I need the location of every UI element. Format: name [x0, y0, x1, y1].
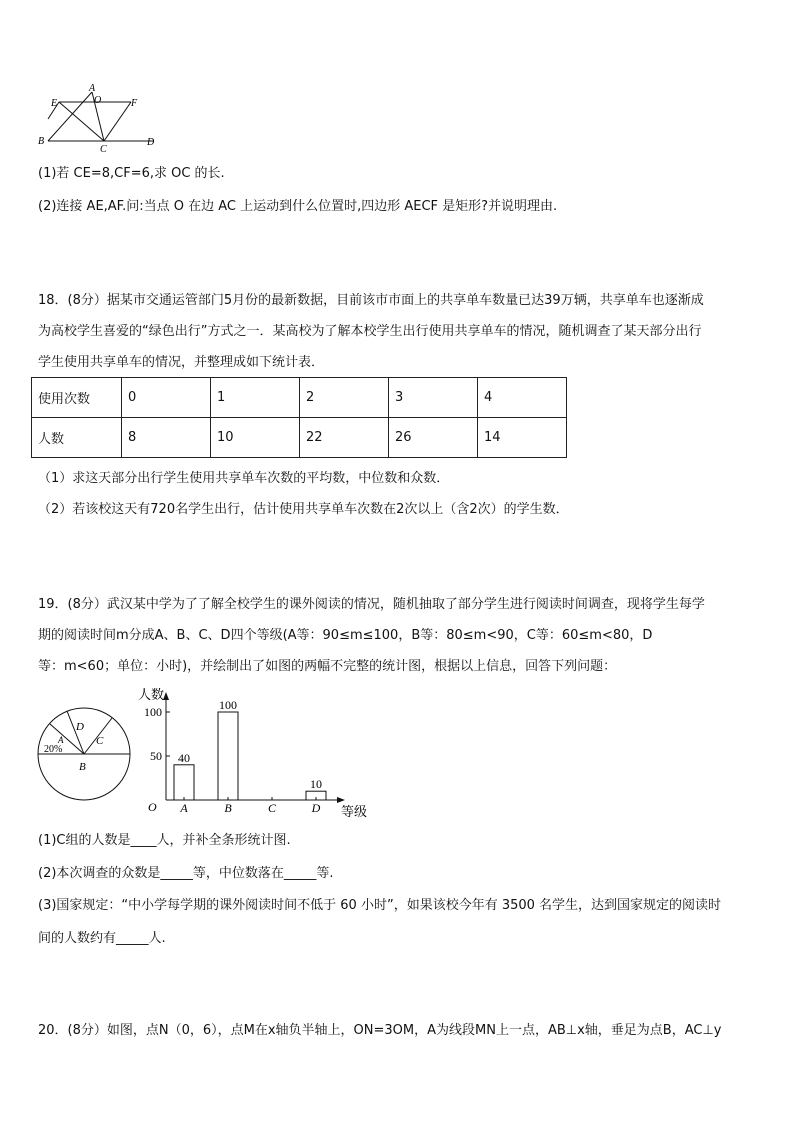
table-cell: 3	[389, 378, 478, 418]
pie-label-a: A	[58, 735, 64, 745]
q18-text-line3: 学生使用共享单车的情况，并整理成如下统计表．	[38, 355, 325, 370]
bar-b	[218, 712, 238, 800]
bar-a	[174, 765, 194, 800]
q18-text-line2: 为高校学生喜爱的“绿色出行”方式之一．某高校为了解本校学生出行使用共享单车的情况，随机调查了某天部分出行	[38, 324, 702, 339]
q19-bar-chart	[136, 688, 376, 822]
y-axis-title: 人数	[138, 688, 165, 703]
q17-geometry-figure	[34, 84, 164, 154]
table-cell: 人数	[32, 418, 122, 458]
q17-part1: (1)若 CE=8,CF=6,求 OC 的长.	[38, 166, 225, 181]
label-b: B	[38, 136, 45, 147]
label-f: F	[131, 98, 138, 109]
pie-label-b: B	[79, 761, 86, 773]
y-tick-label: 100	[144, 705, 162, 719]
x-axis-title: 等级	[341, 805, 368, 820]
label-c: C	[100, 144, 107, 154]
q19-text-line3: 等：m<60；单位：小时)，并绘制出了如图的两幅不完整的统计图，根据以上信息，回答下列问题：	[38, 659, 617, 674]
bar-value-label: 40	[178, 750, 190, 765]
bar-value-label: 10	[310, 777, 322, 792]
table-cell: 4	[478, 378, 567, 418]
q19-text-line1: 19．(8分）武汉某中学为了了解全校学生的课外阅读的情况，随机抽取了部分学生进行阅读时间调查，现将学生每学	[38, 597, 705, 612]
label-o: O	[94, 95, 102, 106]
y-tick-label: 50	[150, 749, 162, 763]
label-a: A	[89, 84, 96, 94]
q18-stats-table	[31, 377, 567, 458]
x-tick-label: B	[224, 801, 232, 815]
q20-text-line1: 20．(8分）如图，点N（0，6），点M在x轴负半轴上，ON=3OM，A为线段MN上一点，AB⊥x轴，垂足为点B，AC⊥y	[38, 1023, 722, 1038]
table-cell: 使用次数	[32, 378, 122, 418]
table-cell: 10	[211, 418, 300, 458]
x-tick-label: A	[180, 801, 188, 815]
table-cell: 14	[478, 418, 567, 458]
x-axis-arrow	[337, 797, 345, 803]
q18-text-line1: 18．(8分）据某市交通运管部门5月份的最新数据，目前该市市面上的共享单车数量已达39万辆，共享单车也逐渐成	[38, 293, 704, 308]
pie-label-c: C	[96, 735, 104, 747]
q18-part1: （1）求这天部分出行学生使用共享单车次数的平均数，中位数和众数．	[38, 471, 450, 486]
table-cell: 2	[300, 378, 389, 418]
x-tick-label: C	[267, 801, 277, 815]
table-cell: 0	[122, 378, 211, 418]
table-cell: 8	[122, 418, 211, 458]
pie-label-d: D	[76, 721, 84, 733]
q17-part2: (2)连接 AE,AF.问:当点 O 在边 AC 上运动到什么位置时,四边形 AECF 是矩形?并说明理由.	[38, 199, 558, 214]
table-row	[32, 418, 567, 458]
x-tick-label: D	[311, 801, 321, 815]
q19-pie-chart	[34, 704, 134, 804]
segment-cf	[104, 102, 131, 141]
q19-part3-line1: (3)国家规定：“中小学每学期的课外阅读时间不低于 60 小时”，如果该校今年有 3500 名学生，达到国家规定的阅读时	[38, 898, 722, 913]
origin-label: O	[148, 800, 157, 814]
table-cell: 22	[300, 418, 389, 458]
table-cell: 26	[389, 418, 478, 458]
q19-part3-line2: 间的人数约有_____人.	[38, 931, 166, 946]
q18-part2: （2）若该校这天有720名学生出行，估计使用共享单车次数在2次以上（含2次）的学生数．	[38, 502, 569, 517]
table-cell: 1	[211, 378, 300, 418]
pie-percent-a: 20%	[44, 744, 63, 755]
label-d: D	[147, 137, 155, 148]
label-e: E	[51, 98, 58, 109]
bar-value-label: 100	[219, 698, 237, 712]
q19-part1: (1)C组的人数是____人，并补全条形统计图.	[38, 833, 291, 848]
q19-text-line2: 期的阅读时间m分成A、B、C、D四个等级(A等：90≤m≤100，B等：80≤m<90，C等：60≤m<80，D	[38, 628, 653, 643]
q19-part2: (2)本次调查的众数是_____等，中位数落在_____等.	[38, 866, 334, 881]
table-row	[32, 378, 567, 418]
